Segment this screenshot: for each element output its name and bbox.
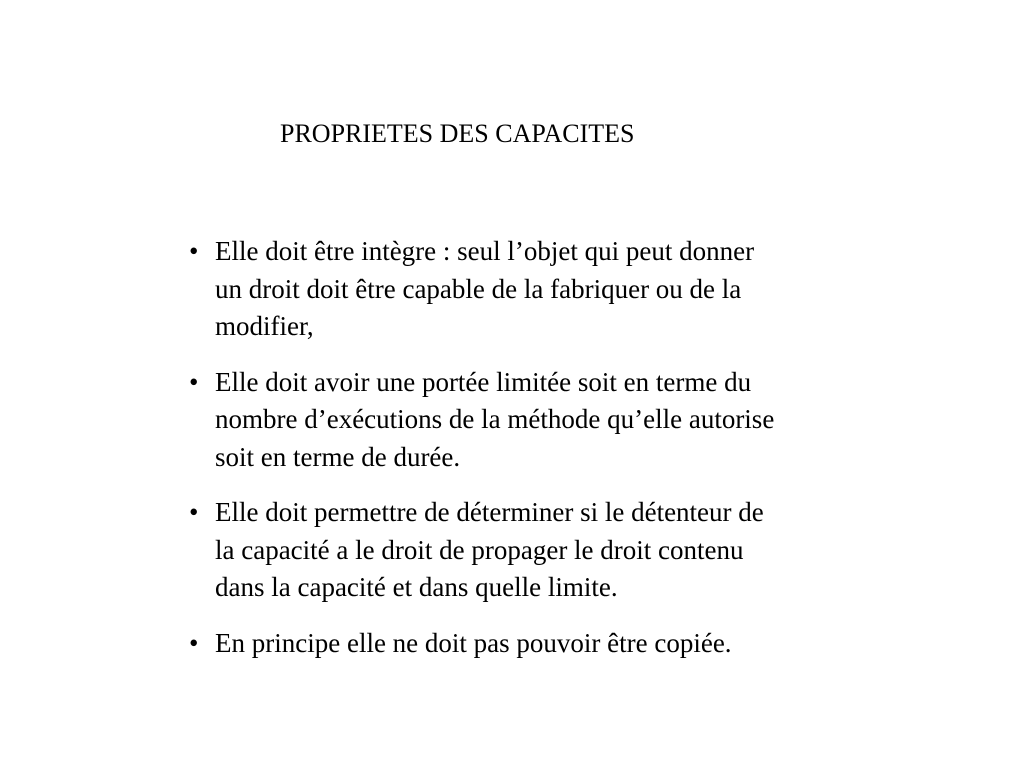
bullet-text-line: modifier,: [215, 311, 314, 341]
bullet-text-line: Elle doit avoir une portée limitée soit en terme du: [215, 366, 752, 397]
bullet-text-line: Elle doit être intègre : seul l’objet qui peut donner: [215, 236, 755, 266]
bullet-item-propagation: [189, 494, 934, 607]
bullet-icon: •: [189, 627, 199, 658]
bullet-text-line: soit en terme de durée.: [215, 441, 461, 472]
bullet-list: [189, 233, 934, 662]
bullet-icon: •: [189, 497, 199, 527]
bullet-item-no-copy: [189, 625, 934, 663]
bullet-item-limited-scope: [189, 364, 934, 477]
bullet-icon: •: [189, 366, 199, 397]
bullet-text-line: un droit doit être capable de la fabriquer ou de la: [215, 273, 742, 304]
bullet-text-line: Elle doit permettre de déterminer si le détenteur de: [215, 497, 764, 527]
bullet-icon: •: [189, 236, 199, 266]
bullet-text-line: nombre d’exécutions de la méthode qu’elle autorise: [215, 404, 775, 434]
bullet-text-line: En principe elle ne doit pas pouvoir être copiée.: [215, 627, 732, 658]
bullet-text-line: la capacité a le droit de propager le droit contenu: [215, 534, 744, 565]
bullet-text-line: dans la capacité et dans quelle limite.: [215, 572, 618, 602]
bullet-item-integrity: [189, 233, 934, 346]
slide-title: PROPRIETES DES CAPACITES: [280, 119, 635, 148]
